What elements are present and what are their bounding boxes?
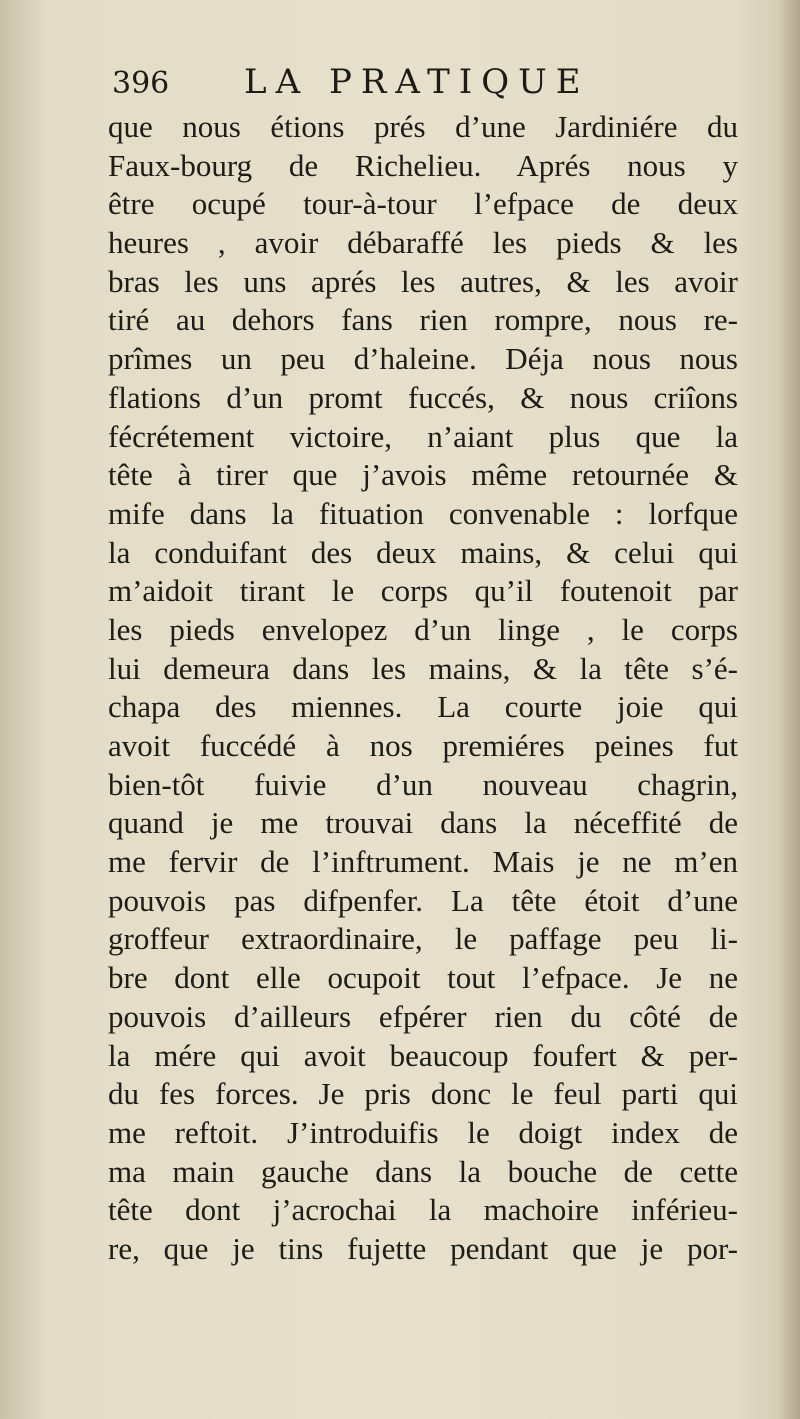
text-line: être ocupé tour-à-tour l’efpace de deux [108, 186, 738, 222]
text-line: tête dont j’acrochai la machoire inférieu- [108, 1192, 738, 1228]
text-line: re, que je tins fujette pendant que je por- [108, 1230, 738, 1266]
text-line: tiré au dehors fans rien rompre, nous re- [108, 302, 738, 338]
text-line: me fervir de l’inftrument. Mais je ne m’en [108, 844, 738, 880]
text-line: mife dans la fituation convenable : lorfque [108, 495, 738, 531]
text-line: la conduifant des deux mains, & celui qui [108, 534, 738, 570]
running-title: LA PRATIQUE [244, 62, 590, 102]
text-line: flations d’un promt fuccés, & nous criîons [108, 379, 738, 415]
text-line: du fes forces. Je pris donc le feul parti qui [108, 1076, 738, 1112]
text-line: prîmes un peu d’haleine. Déja nous nous [108, 341, 738, 377]
text-line: la mére qui avoit beaucoup foufert & per- [108, 1037, 738, 1073]
text-line: quand je me trouvai dans la néceffité de [108, 805, 738, 841]
page-number: 396 [112, 66, 170, 101]
text-line: avoit fuccédé à nos premiéres peines fut [108, 728, 738, 763]
text-line: chapa des miennes. La courte joie qui [108, 689, 738, 725]
text-line: bien-tôt fuivie d’un nouveau chagrin, [108, 766, 738, 802]
text-line: fécrétement victoire, n’aiant plus que la [108, 418, 738, 454]
text-line: heures , avoir débaraffé les pieds & les [108, 225, 738, 261]
text-line: pouvois pas difpenfer. La tête étoit d’une [108, 882, 738, 918]
text-line: me reftoit. J’introduifis le doigt index de [108, 1114, 738, 1150]
page-header [112, 62, 752, 106]
text-line: m’aidoit tirant le corps qu’il foutenoit par [108, 573, 738, 609]
text-line: tête à tirer que j’avois même retournée & [108, 457, 738, 493]
text-line: que nous étions prés d’une Jardiniére du [108, 109, 738, 144]
text-line: Faux-bourg de Richelieu. Aprés nous y [108, 147, 738, 183]
text-line: bras les uns aprés les autres, & les avoir [108, 263, 738, 299]
text-line: pouvois d’ailleurs efpérer rien du côté de [108, 998, 738, 1034]
text-line: bre dont elle ocupoit tout l’efpace. Je ne [108, 960, 738, 996]
text-line: ma main gauche dans la bouche de cette [108, 1153, 738, 1189]
text-line: groffeur extraordinaire, le paffage peu li- [108, 921, 738, 957]
text-line: lui demeura dans les mains, & la tête s’é- [108, 650, 738, 686]
body-text [108, 108, 738, 1269]
text-line: les pieds envelopez d’un linge , le corps [108, 611, 738, 647]
page-edge-shadow [778, 0, 800, 1419]
